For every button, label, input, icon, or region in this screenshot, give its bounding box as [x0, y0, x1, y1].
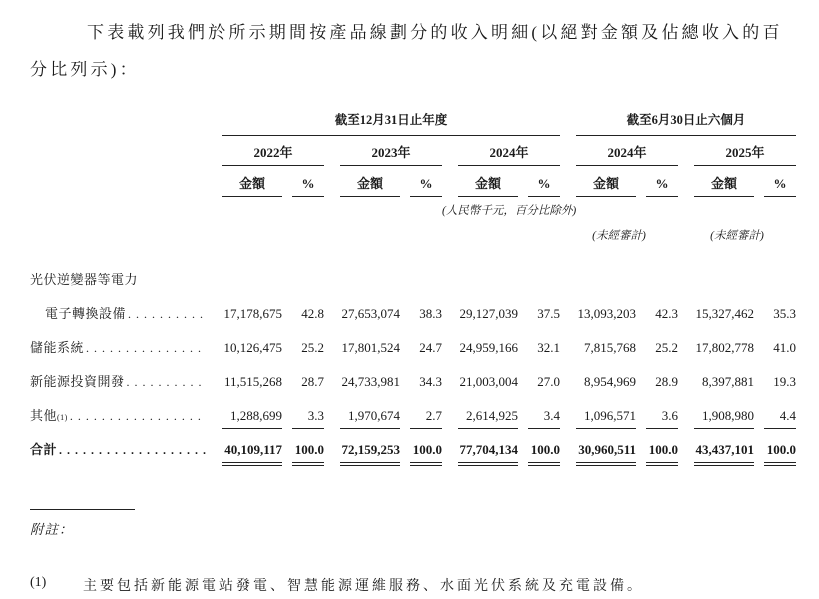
- amount-cell: 1,096,571: [560, 408, 636, 429]
- percent-cell: 2.7: [400, 408, 442, 429]
- row-label: 儲能系統 . . .: [30, 337, 206, 356]
- table-row: [30, 371, 796, 405]
- year-header-2022: 2022年: [206, 142, 324, 166]
- unit-note: (人民幣千元，百分比除外): [442, 205, 577, 217]
- percent-cell: 34.3: [419, 374, 442, 389]
- double-rule: [292, 462, 324, 466]
- table-row-others: [30, 405, 796, 439]
- amount-cell: 30,960,511: [560, 442, 636, 466]
- double-rule: [764, 462, 796, 466]
- amount-cell: 1,288,699: [206, 408, 282, 429]
- table-row-total: [30, 439, 796, 479]
- dot-leader: [59, 442, 206, 458]
- notes-heading: 附註：: [30, 522, 74, 537]
- table-row-category: [30, 269, 796, 303]
- amount-column-header: 金額: [560, 173, 636, 197]
- single-rule: [410, 428, 442, 429]
- percent-cell: 100.0: [754, 442, 796, 466]
- percent-cell: 3.6: [636, 408, 678, 429]
- amount-cell: 72,159,253: [324, 442, 400, 466]
- percent-column-header: %: [400, 176, 442, 197]
- amount-cell: 21,003,004: [459, 374, 518, 389]
- percent-cell: 42.3: [655, 306, 678, 321]
- percent-cell: 25.2: [655, 340, 678, 355]
- period-group-header-row: [30, 110, 796, 136]
- amount-cell: 24,959,166: [459, 340, 518, 355]
- percent-cell: 100.0: [400, 442, 442, 466]
- amount-cell: 11,515,268: [223, 374, 282, 389]
- percent-cell: 28.7: [301, 374, 324, 389]
- amount-cell: 15,327,462: [695, 306, 754, 321]
- amount-cell: 17,801,524: [341, 340, 400, 355]
- amount-cell: 8,397,881: [702, 374, 754, 389]
- single-rule: [646, 428, 678, 429]
- single-rule: [764, 428, 796, 429]
- amount-column-header: 金額: [678, 173, 754, 197]
- percent-cell: 3.3: [282, 408, 324, 429]
- amount-cell: 29,127,039: [459, 306, 518, 321]
- double-rule: [410, 462, 442, 466]
- double-rule: [458, 462, 518, 466]
- group-header-interim: 截至6月30日止六個月: [560, 110, 796, 136]
- amount-cell: 17,802,778: [695, 340, 754, 355]
- single-rule: [292, 428, 324, 429]
- column-header-row: [30, 173, 796, 197]
- percent-cell: 100.0: [636, 442, 678, 466]
- row-label: 其他 (1) . . .: [30, 405, 206, 424]
- single-rule: [222, 428, 282, 429]
- amount-cell: 77,704,134: [442, 442, 518, 466]
- row-label: 新能源投資開發 . . .: [30, 371, 206, 390]
- unaudited-note-row: [30, 227, 796, 243]
- percent-column-header: %: [518, 176, 560, 197]
- dot-leader: [128, 306, 206, 322]
- percent-cell: 24.7: [419, 340, 442, 355]
- percent-column-header: %: [754, 176, 796, 197]
- amount-column-header: 金額: [442, 173, 518, 197]
- double-rule: [222, 462, 282, 466]
- amount-cell: 7,815,768: [584, 340, 636, 355]
- amount-cell: 1,970,674: [324, 408, 400, 429]
- percent-cell: 25.2: [301, 340, 324, 355]
- single-rule: [340, 428, 400, 429]
- percent-cell: 38.3: [419, 306, 442, 321]
- percent-cell: 42.8: [301, 306, 324, 321]
- double-rule: [340, 462, 400, 466]
- unaudited-note: (未經審計): [592, 230, 646, 242]
- intro-paragraph: 下表載列我們於所示期間按產品線劃分的收入明細(以絕對金額及佔總收入的百分比列示)：: [30, 23, 783, 79]
- single-rule: [528, 428, 560, 429]
- percent-cell: 41.0: [773, 340, 796, 355]
- row-label: 電子轉換設備 . . .: [30, 303, 206, 322]
- year-header-2024: 2024年: [442, 142, 560, 166]
- amount-cell: 17,178,675: [223, 306, 282, 321]
- amount-column-header: 金額: [206, 173, 282, 197]
- amount-cell: 2,614,925: [442, 408, 518, 429]
- year-header-2025-interim: 2025年: [678, 142, 796, 166]
- table-row: [30, 303, 796, 337]
- year-header-2023: 2023年: [324, 142, 442, 166]
- amount-cell: 13,093,203: [577, 306, 636, 321]
- percent-cell: 32.1: [537, 340, 560, 355]
- amount-cell: 8,954,969: [584, 374, 636, 389]
- amount-cell: 43,437,101: [678, 442, 754, 466]
- percent-cell: 27.0: [537, 374, 560, 389]
- percent-cell: 37.5: [537, 306, 560, 321]
- double-rule: [646, 462, 678, 466]
- single-rule: [694, 428, 754, 429]
- amount-column-header: 金額: [324, 173, 400, 197]
- year-header-row: [30, 142, 796, 166]
- footnote-marker: (1): [30, 575, 47, 590]
- dot-leader: [127, 374, 206, 390]
- double-rule: [576, 462, 636, 466]
- revenue-breakdown-table: [30, 110, 796, 479]
- amount-cell: 24,733,981: [341, 374, 400, 389]
- percent-cell: 4.4: [754, 408, 796, 429]
- single-rule: [576, 428, 636, 429]
- percent-cell: 3.4: [518, 408, 560, 429]
- double-rule: [528, 462, 560, 466]
- percent-column-header: %: [636, 176, 678, 197]
- table-body: [30, 269, 796, 479]
- unaudited-note: (未經審計): [710, 230, 764, 242]
- amount-cell: 10,126,475: [223, 340, 282, 355]
- table-row: [30, 337, 796, 371]
- notes-separator: [30, 509, 135, 510]
- percent-cell: 28.9: [655, 374, 678, 389]
- amount-cell: 40,109,117: [206, 442, 282, 466]
- percent-cell: 19.3: [773, 374, 796, 389]
- amount-cell: 1,908,980: [678, 408, 754, 429]
- footnote: [30, 575, 801, 595]
- percent-column-header: %: [282, 176, 324, 197]
- percent-cell: 100.0: [282, 442, 324, 466]
- dot-leader: [70, 408, 206, 424]
- row-label: 合計 . . .: [30, 439, 206, 458]
- unit-note-row: [30, 202, 796, 218]
- row-label: 光伏逆變器等電力: [30, 272, 139, 287]
- year-header-2024-interim: 2024年: [560, 142, 678, 166]
- group-header-annual: 截至12月31日止年度: [206, 110, 560, 136]
- footnote-text: 主要包括新能源電站發電、智慧能源運維服務、水面光伏系統及充電設備。: [83, 579, 644, 594]
- dot-leader: [86, 340, 206, 356]
- percent-cell: 100.0: [518, 442, 560, 466]
- single-rule: [458, 428, 518, 429]
- percent-cell: 35.3: [773, 306, 796, 321]
- amount-cell: 27,653,074: [341, 306, 400, 321]
- double-rule: [694, 462, 754, 466]
